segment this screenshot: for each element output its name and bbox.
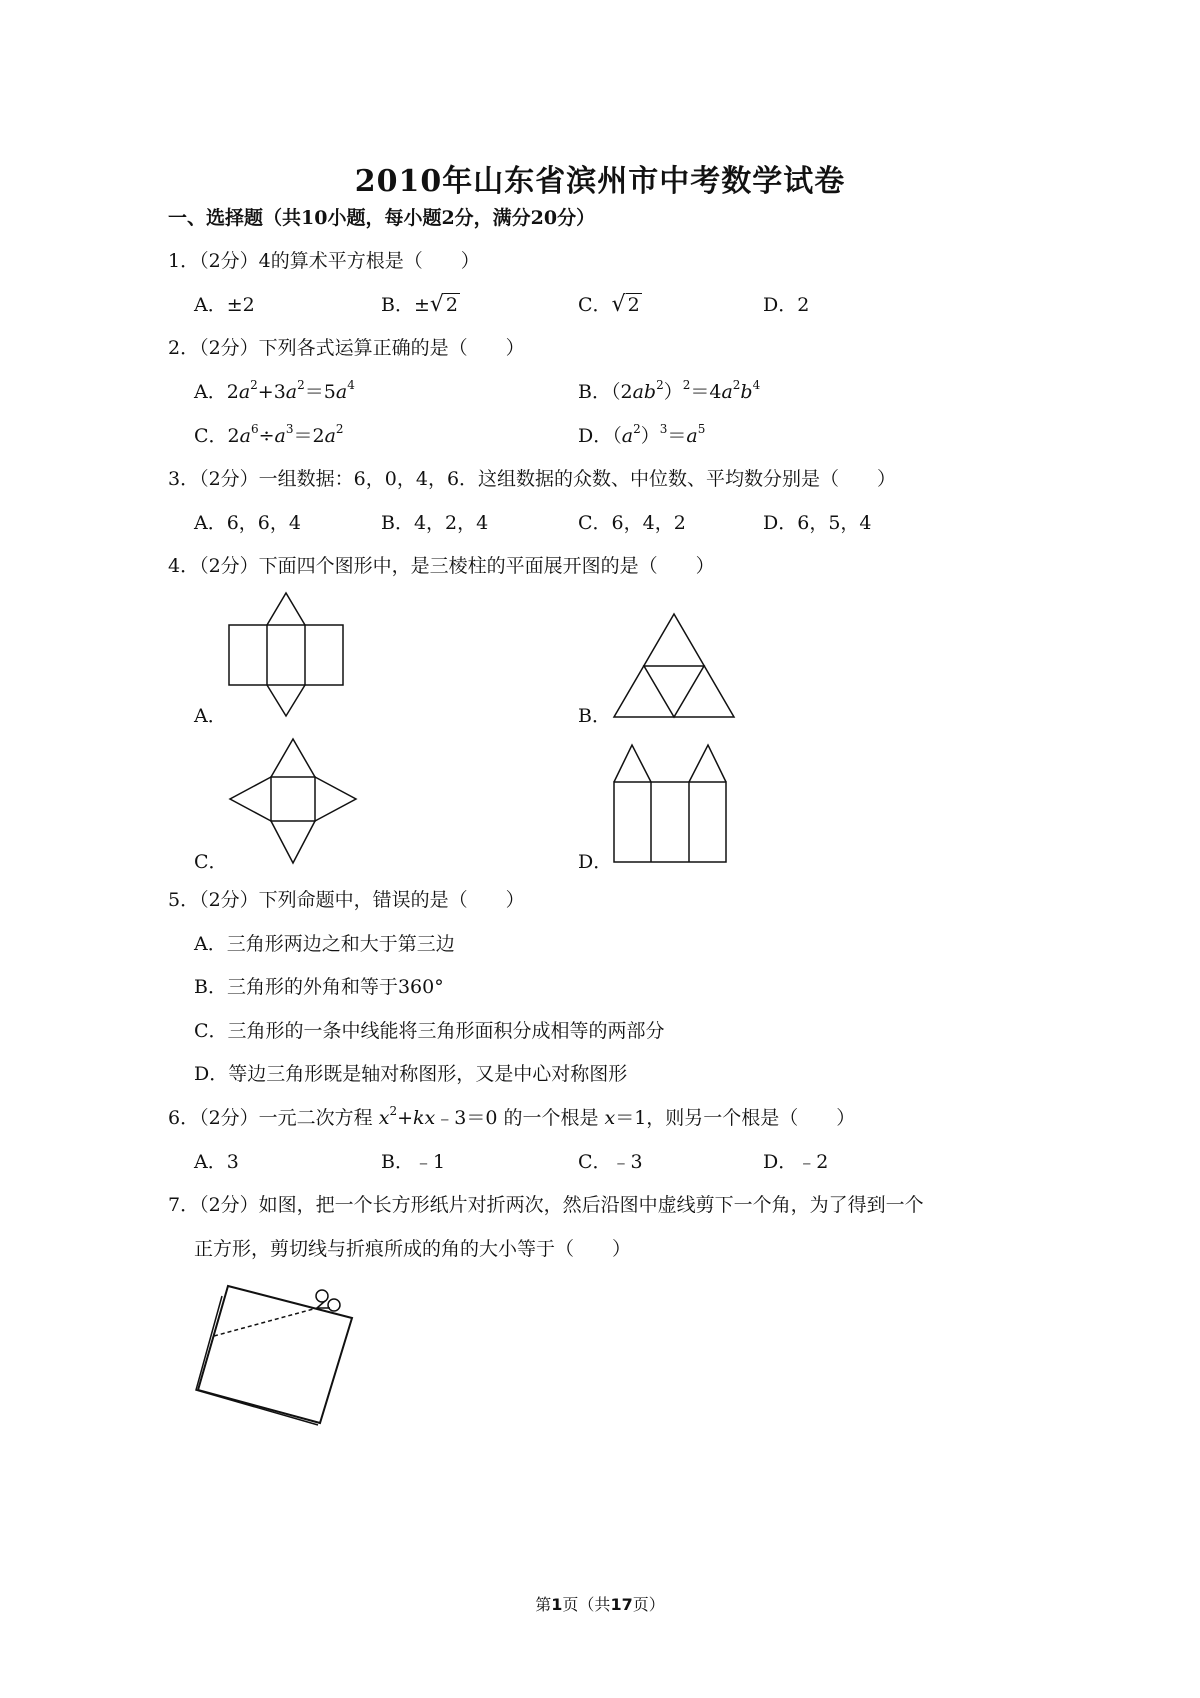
q5-option-c: C．三角形的一条中线能将三角形面积分成相等的两部分: [194, 1020, 665, 1042]
question-5-stem: 5．（2分）下列命题中，错误的是（ ）: [168, 889, 525, 911]
question-7-stem-line2: 正方形，剪切线与折痕所成的角的大小等于（ ）: [194, 1238, 632, 1260]
question-1-stem: 1．（2分）4的算术平方根是（ ）: [168, 250, 480, 272]
figure-folded-paper: [192, 1278, 364, 1428]
q5-option-b: B．三角形的外角和等于360°: [194, 976, 444, 998]
q6-option-d: D．﹣2: [763, 1151, 829, 1173]
q4-option-d-label: D．: [578, 851, 613, 873]
q2-option-a: A．$2a^2+3a^2=5a^4$: [194, 378, 355, 403]
figure-b-net: [610, 612, 738, 722]
q1-option-d: D．2: [763, 294, 810, 316]
q6-option-a: A．3: [194, 1151, 239, 1173]
q4-option-c-label: C．: [194, 851, 228, 873]
page-footer: 第1页（共17页）: [535, 1595, 665, 1614]
q2-option-d: D．$(a^2)^3=a^5$: [578, 422, 706, 447]
q1-option-b: B．±√ 2: [381, 292, 459, 317]
question-4-stem: 4．（2分）下面四个图形中，是三棱柱的平面展开图的是（ ）: [168, 555, 715, 577]
question-7-stem-line1: 7．（2分）如图，把一个长方形纸片对折两次，然后沿图中虚线剪下一个角，为了得到一个: [168, 1194, 924, 1216]
sqrt-symbol: √: [429, 292, 444, 317]
figure-d-net: [611, 742, 731, 866]
q5-option-d: D．等边三角形既是轴对称图形，又是中心对称图形: [194, 1063, 628, 1085]
q4-option-a-label: A．: [194, 705, 227, 727]
q3-option-a: A．6，6，4: [194, 512, 301, 534]
question-6-stem: 6．（2分）一元二次方程 $x^2+kx﹣3=0$ 的一个根是 x＝1，则另一个根是（ ）: [168, 1104, 856, 1129]
sqrt-symbol: √: [611, 292, 626, 317]
figure-c-net: [226, 735, 360, 867]
figure-a-net: [225, 590, 350, 720]
question-3-stem: 3．（2分）一组数据：6，0，4，6．这组数据的众数、中位数、平均数分别是（ ）: [168, 468, 897, 490]
question-2-stem: 2．（2分）下列各式运算正确的是（ ）: [168, 337, 525, 359]
q1-option-a: A．±2: [194, 294, 255, 316]
q6-option-b: B．﹣1: [381, 1151, 446, 1173]
q5-option-a: A．三角形两边之和大于第三边: [194, 933, 455, 955]
q6-option-c: C．﹣3: [578, 1151, 643, 1173]
section-heading: 一、选择题（共10小题，每小题2分，满分20分）: [168, 207, 596, 229]
q3-option-d: D．6，5，4: [763, 512, 872, 534]
q2-option-c: C．$2a^6\div a^3=2a^2$: [194, 422, 344, 447]
q4-option-b-label: B．: [578, 705, 611, 727]
q3-option-b: B．4，2，4: [381, 512, 489, 534]
q2-option-b: B．$(2ab^2)^2=4a^2b^4$: [578, 378, 761, 403]
page-title: 2010年山东省滨州市中考数学试卷: [354, 164, 846, 199]
q3-option-c: C．6，4，2: [578, 512, 686, 534]
q1-option-c: C．√ 2: [578, 292, 640, 317]
